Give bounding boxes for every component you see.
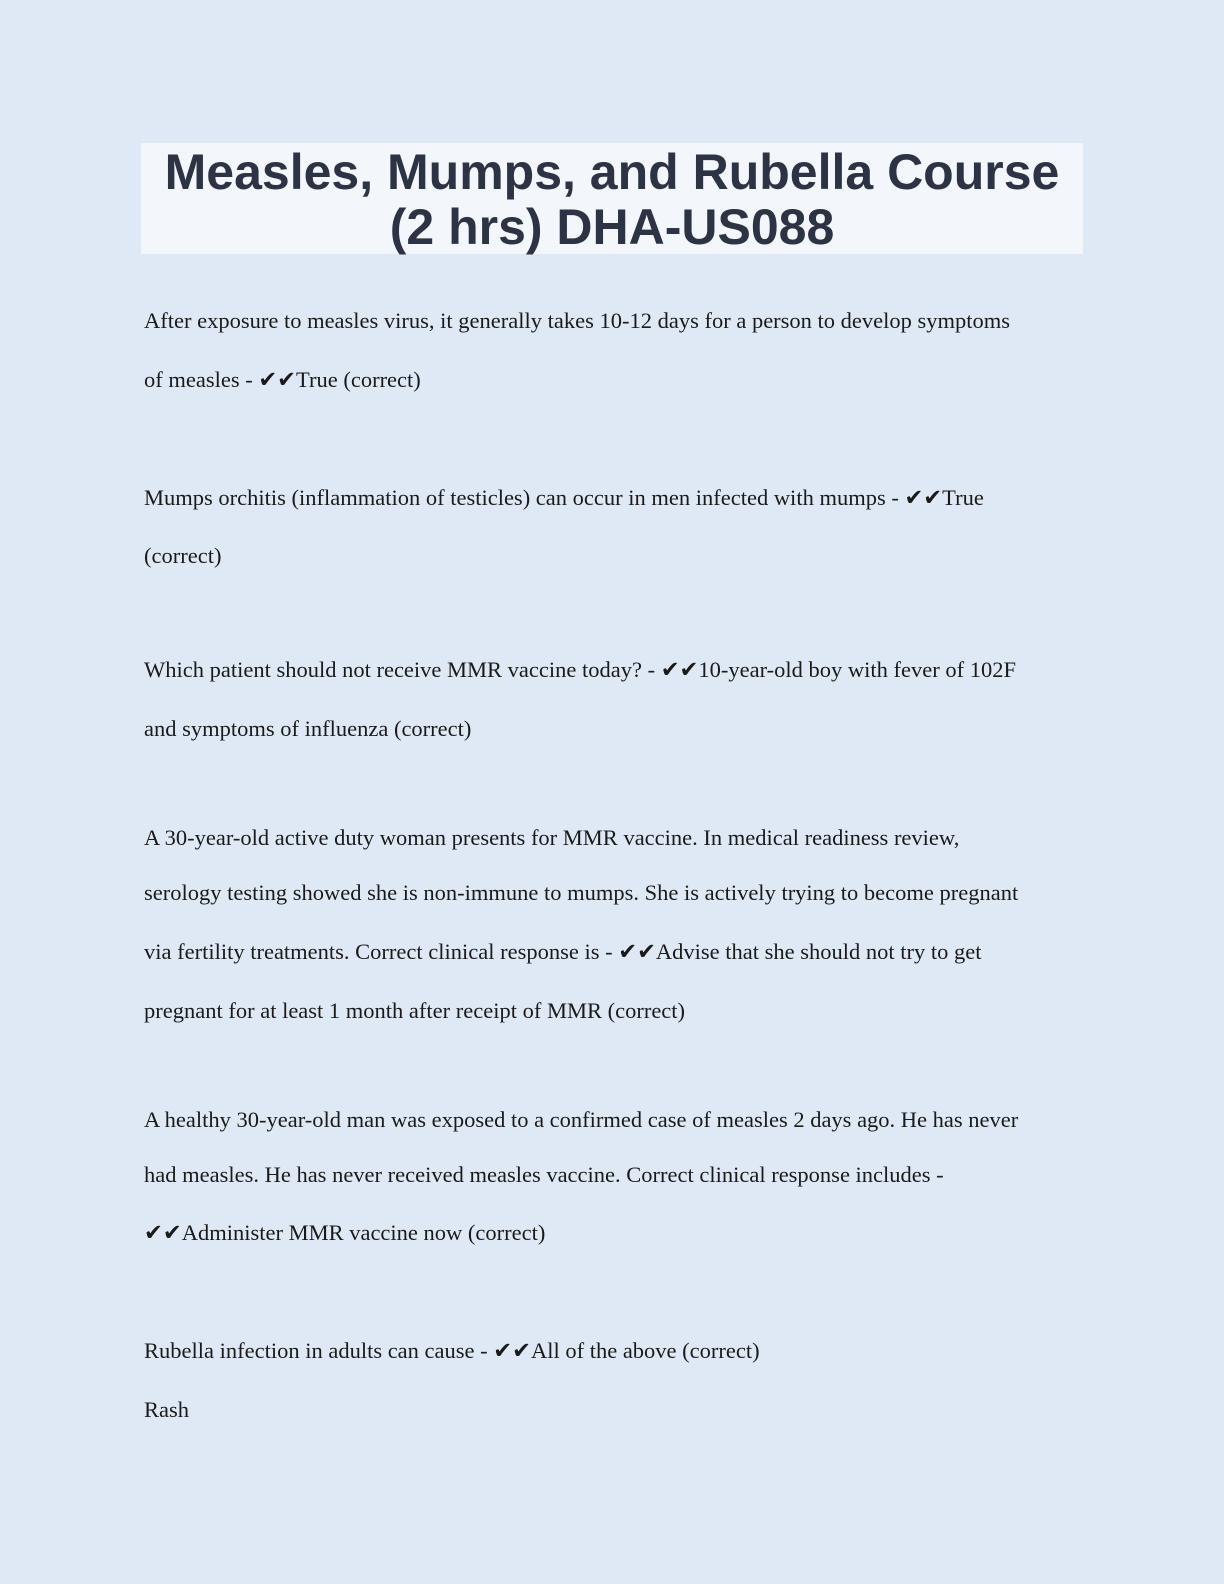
q6-line-1: Rubella infection in adults can cause - ✔✔All of the above (correct) xyxy=(144,1338,760,1363)
q3-line-1: Which patient should not receive MMR vaccine today? - ✔✔10-year-old boy with fever of 102F xyxy=(144,657,1017,682)
q4-line-4: pregnant for at least 1 month after receipt of MMR (correct) xyxy=(144,998,686,1023)
q4-line-1: A 30-year-old active duty woman presents for MMR vaccine. In medical readiness review, xyxy=(144,825,960,850)
title-line-2: (2 hrs) DHA-US088 xyxy=(389,199,835,255)
title-banner xyxy=(141,143,1083,254)
q1-line-2: of measles - ✔✔True (correct) xyxy=(144,367,421,392)
q1-line-1: After exposure to measles virus, it generally takes 10-12 days for a person to develop symptoms xyxy=(144,308,1011,333)
q2-line-2: (correct) xyxy=(144,543,222,568)
q5-line-1: A healthy 30-year-old man was exposed to a confirmed case of measles 2 days ago. He has never xyxy=(144,1107,1019,1132)
title-line-1: Measles, Mumps, and Rubella Course xyxy=(164,144,1060,200)
q5-line-2: had measles. He has never received measles vaccine. Correct clinical response includes - xyxy=(144,1162,944,1187)
document-title xyxy=(141,143,1083,255)
q2-line-1: Mumps orchitis (inflammation of testicles) can occur in men infected with mumps - ✔✔True xyxy=(144,485,984,510)
q4-line-3: via fertility treatments. Correct clinical response is - ✔✔Advise that she should not try to get xyxy=(144,939,982,964)
q5-line-3: ✔✔Administer MMR vaccine now (correct) xyxy=(144,1220,546,1245)
q4-line-2: serology testing showed she is non-immune to mumps. She is actively trying to become pregnant xyxy=(144,880,1019,905)
q3-line-2: and symptoms of influenza (correct) xyxy=(144,716,472,741)
q6-line-2: Rash xyxy=(144,1397,189,1422)
